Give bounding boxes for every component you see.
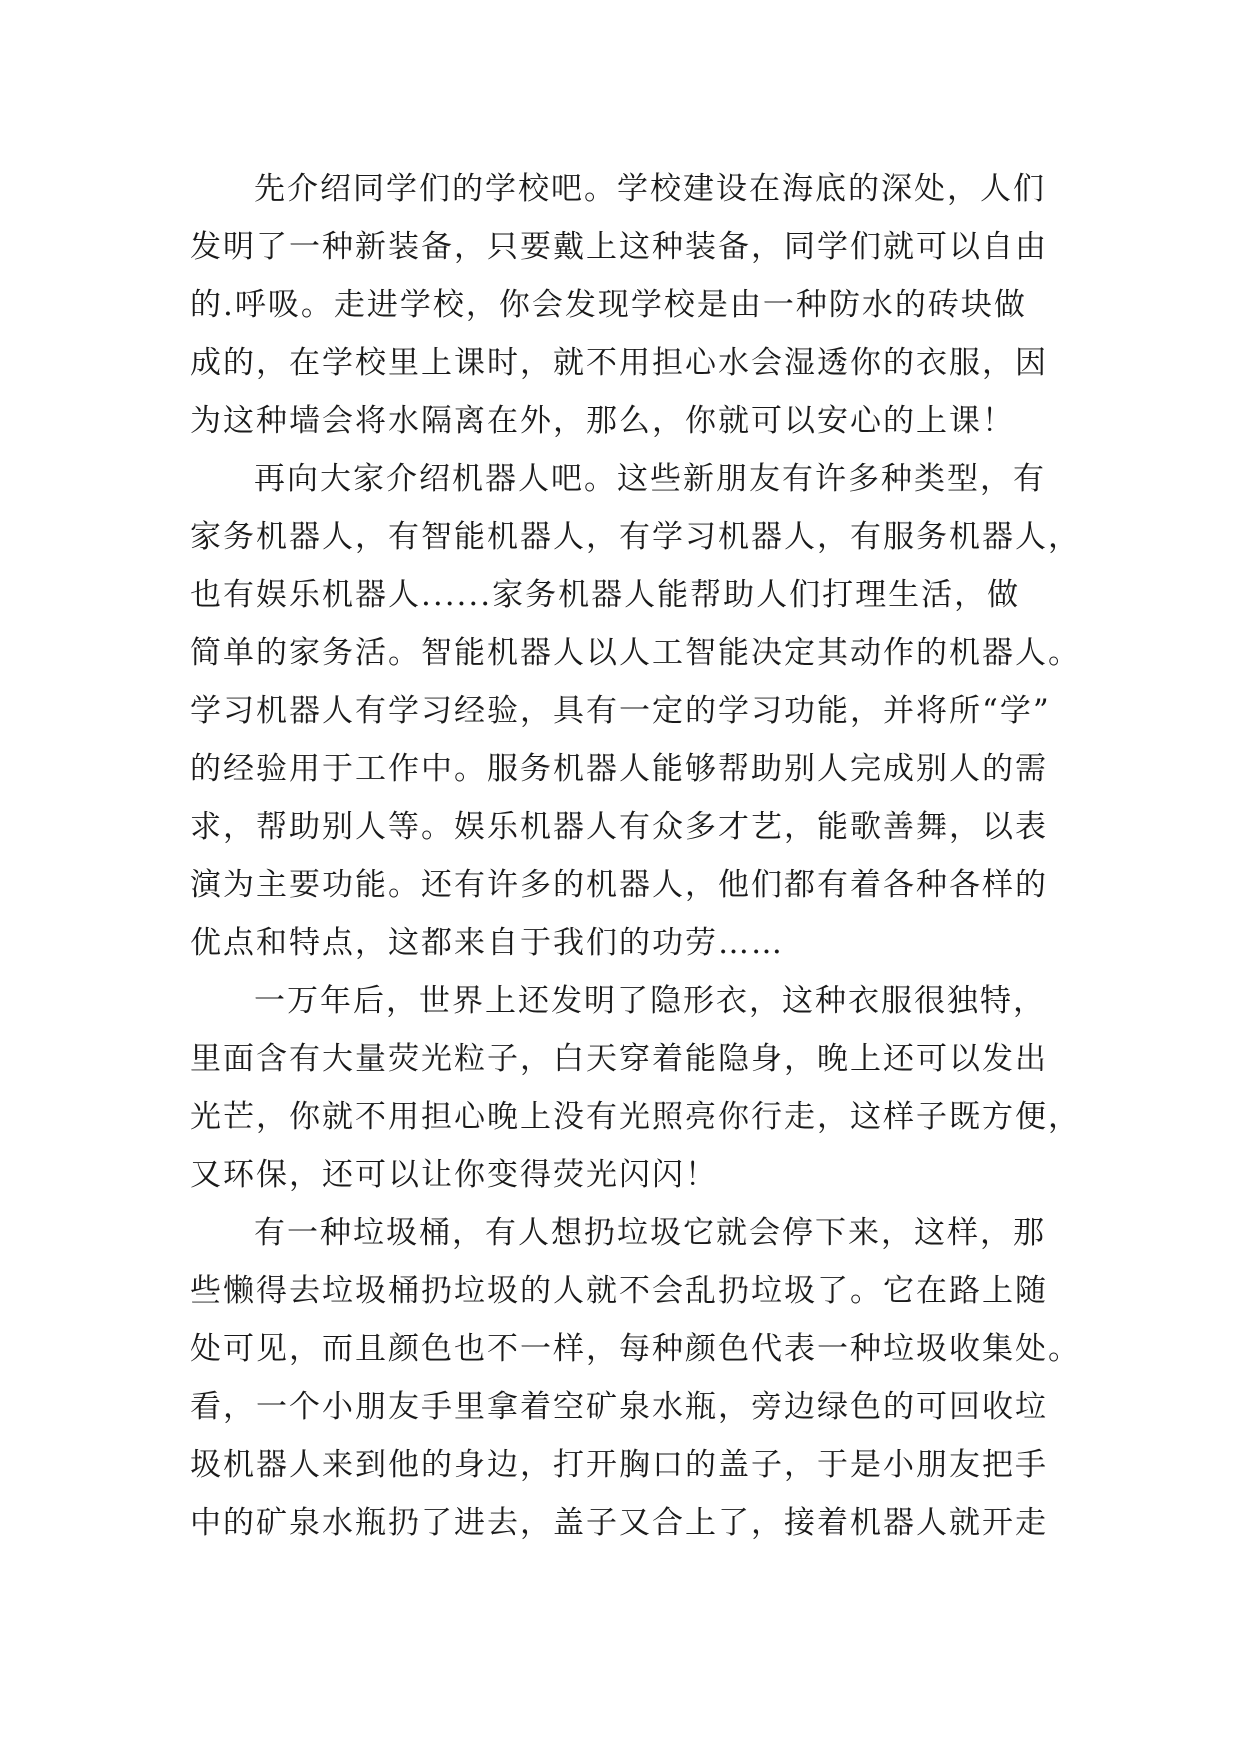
paragraph-invisibility-cloak <box>190 972 1081 1204</box>
text-line: 些懒得去垃圾桶扔垃圾的人就不会乱扔垃圾了。它在路上随 <box>190 1273 1048 1309</box>
paragraph-robots <box>190 450 1081 972</box>
text-line: 简单的家务活。智能机器人以人工智能决定其动作的机器人。 <box>190 635 1081 671</box>
text-line: 再向大家介绍机器人吧。这些新朋友有许多种类型，有 <box>254 461 1046 497</box>
text-line: 有一种垃圾桶，有人想扔垃圾它就会停下来，这样，那 <box>254 1215 1046 1251</box>
text-line: 圾机器人来到他的身边，打开胸口的盖子，于是小朋友把手 <box>190 1447 1048 1483</box>
text-line: 看，一个小朋友手里拿着空矿泉水瓶，旁边绿色的可回收垃 <box>190 1389 1048 1425</box>
text-line: 一万年后，世界上还发明了隐形衣，这种衣服很独特， <box>254 983 1046 1019</box>
body-text <box>190 160 1081 1552</box>
text-line: 的.呼吸。走进学校，你会发现学校是由一种防水的砖块做 <box>190 287 1027 323</box>
text-line: 先介绍同学们的学校吧。学校建设在海底的深处，人们 <box>254 171 1046 207</box>
text-line: 处可见，而且颜色也不一样，每种颜色代表一种垃圾收集处。 <box>190 1331 1081 1367</box>
text-line: 求，帮助别人等。娱乐机器人有众多才艺，能歌善舞，以表 <box>190 809 1048 845</box>
text-line: 中的矿泉水瓶扔了进去，盖子又合上了，接着机器人就开走 <box>190 1505 1048 1541</box>
text-line: 发明了一种新装备，只要戴上这种装备，同学们就可以自由 <box>190 229 1048 265</box>
text-line: 里面含有大量荧光粒子，白天穿着能隐身，晚上还可以发出 <box>190 1041 1048 1077</box>
paragraph-trash-bin <box>190 1204 1081 1552</box>
text-line: 为这种墙会将水隔离在外，那么，你就可以安心的上课！ <box>190 403 1015 439</box>
text-line: 又环保，还可以让你变得荧光闪闪！ <box>190 1157 718 1193</box>
text-line: 的经验用于工作中。服务机器人能够帮助别人完成别人的需 <box>190 751 1048 787</box>
text-line: 学习机器人有学习经验，具有一定的学习功能，并将所“学” <box>190 693 1051 729</box>
text-line: 家务机器人，有智能机器人，有学习机器人，有服务机器人， <box>190 519 1081 555</box>
text-line: 优点和特点，这都来自于我们的功劳…… <box>190 925 784 961</box>
paragraph-school <box>190 160 1070 450</box>
text-line: 成的，在学校里上课时，就不用担心水会湿透你的衣服，因 <box>190 345 1048 381</box>
text-line: 也有娱乐机器人......家务机器人能帮助人们打理生活，做 <box>190 577 1021 613</box>
text-line: 光芒，你就不用担心晚上没有光照亮你行走，这样子既方便， <box>190 1099 1081 1135</box>
text-line: 演为主要功能。还有许多的机器人，他们都有着各种各样的 <box>190 867 1048 903</box>
